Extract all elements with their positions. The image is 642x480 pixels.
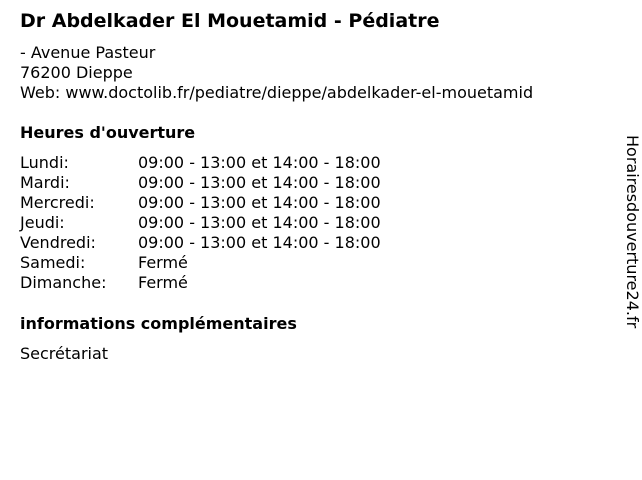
address-street: - Avenue Pasteur	[20, 43, 156, 62]
day-label: Vendredi:	[20, 233, 96, 252]
day-hours: Fermé	[138, 273, 188, 292]
day-label: Mercredi:	[20, 193, 95, 212]
day-hours: 09:00 - 13:00 et 14:00 - 18:00	[138, 173, 381, 192]
day-hours: 09:00 - 13:00 et 14:00 - 18:00	[138, 213, 381, 232]
day-hours: 09:00 - 13:00 et 14:00 - 18:00	[138, 233, 381, 252]
address-block	[20, 43, 533, 103]
info-heading: informations complémentaires	[20, 314, 297, 333]
watermark: Horairesdouverture24.fr	[623, 135, 642, 329]
day-label: Lundi:	[20, 153, 69, 172]
day-label: Mardi:	[20, 173, 70, 192]
page-title: Dr Abdelkader El Mouetamid - Pédiatre	[20, 10, 440, 32]
day-hours: 09:00 - 13:00 et 14:00 - 18:00	[138, 153, 381, 172]
day-label: Samedi:	[20, 253, 86, 272]
day-label: Dimanche:	[20, 273, 107, 292]
day-hours: 09:00 - 13:00 et 14:00 - 18:00	[138, 193, 381, 212]
day-hours: Fermé	[138, 253, 188, 272]
info-text: Secrétariat	[20, 344, 109, 363]
day-label: Jeudi:	[20, 213, 65, 232]
address-city: 76200 Dieppe	[20, 63, 133, 82]
address-web: Web: www.doctolib.fr/pediatre/dieppe/abdelkader-el-mouetamid	[20, 83, 534, 102]
hours-heading: Heures d'ouverture	[20, 123, 196, 142]
